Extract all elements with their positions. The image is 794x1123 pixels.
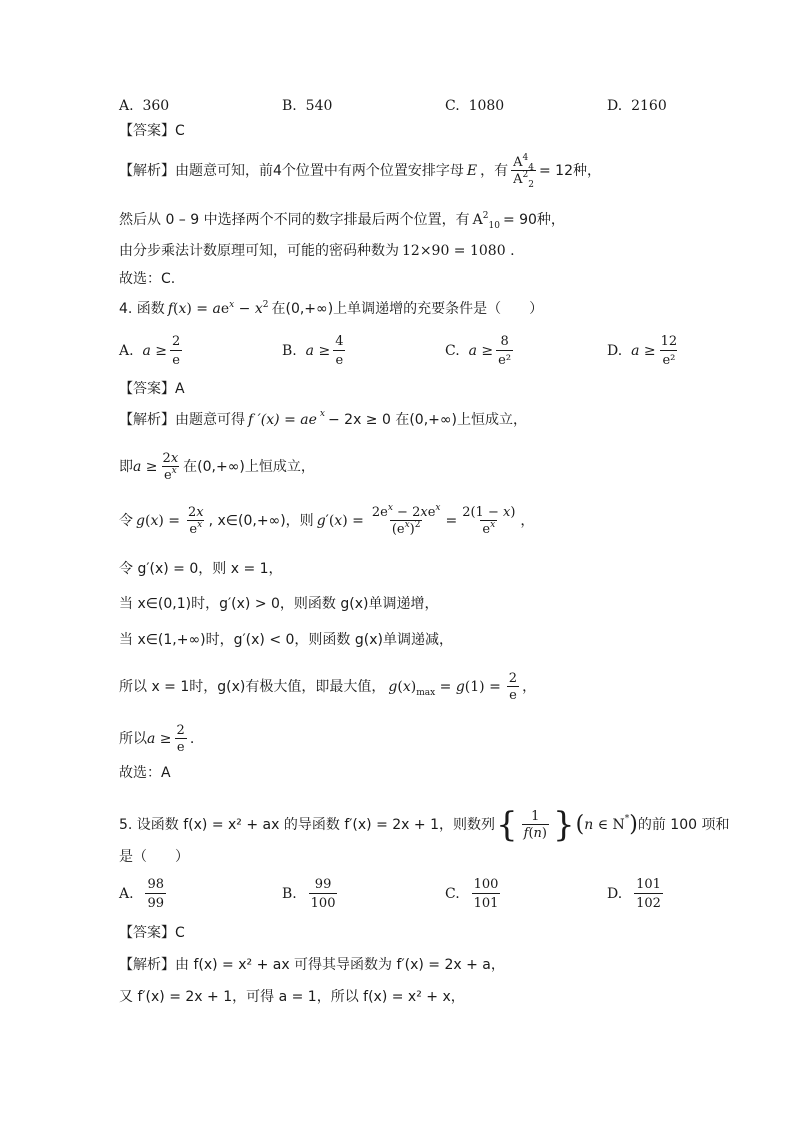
q3-option-b: B. 540 — [282, 98, 333, 114]
q4-option-d: D. a ≥ $\frac{12}{\text{e²}}$ — [607, 334, 678, 368]
q5-option-d: D. $\frac{101}{102}$ — [607, 877, 661, 911]
q5-answer: 【答案】C — [119, 925, 185, 941]
q4-explanation-line8: 所以 a ≥ $\frac{2}{e}$ . — [119, 723, 195, 755]
q4-option-a: A. a ≥ $\frac{2}{e}$ — [119, 334, 181, 368]
q5-option-b: B. $\frac{99}{100}$ — [282, 877, 336, 911]
q3-conclusion: 故选：C. — [119, 271, 176, 287]
q5-stem-line2: 是（ ） — [119, 849, 189, 865]
q4-answer: 【答案】A — [119, 381, 185, 397]
q4-stem: 4. 函数 $f(x) = ae^x - x^2$ 在(0,+∞)上单调递增的充要条件是（ ） — [119, 300, 544, 317]
q5-option-c: C. $\frac{100}{101}$ — [445, 877, 499, 911]
q3-explanation-line2: 然后从 0 – 9 中选择两个不同的数字排最后两个位置，有 $A^2_{10}$ = 90种， — [119, 211, 565, 231]
q4-explanation-line4: 令 g′(x) = 0，则 x = 1， — [119, 561, 283, 577]
q4-conclusion: 故选：A — [119, 765, 171, 781]
q3-option-c: C. 1080 — [445, 98, 505, 114]
q5-explanation-line2: 又 f′(x) = 2x + 1，可得 a = 1，所以 f(x) = x² + x， — [119, 989, 465, 1005]
q5-option-a: A. $\frac{98}{99}$ — [119, 877, 165, 911]
q5-stem-line1: 5. 设函数 f(x) = x² + ax 的导函数 f′(x) = 2x + 1，则数列 { $\frac{1}{f(n)}$ } ( n ∈ N * ) 的前 100 项和 — [119, 805, 730, 845]
perm-fraction: $\frac{A^4_4}{A^2_2}$ — [513, 153, 534, 190]
q4-explanation-line5: 当 x∈(0,1)时，g′(x) > 0，则函数 g(x)单调递增， — [119, 596, 439, 612]
q4-option-b: B. a ≥ $\frac{4}{e}$ — [282, 334, 344, 368]
q3-option-d: D. 2160 — [607, 98, 667, 114]
q4-explanation-line1: 【解析】 由题意可得 f ′(x) = ae x − 2x ≥ 0 在(0,+∞)上恒成立， — [119, 408, 528, 428]
q4-option-c: C. a ≥ $\frac{8}{\text{e²}}$ — [445, 334, 512, 368]
q4-explanation-line7: 所以 x = 1时，g(x)有极大值，即最大值， $g(x)_{max} = g(1)$ = $\frac{2}{e}$ ， — [119, 671, 537, 703]
q4-explanation-line3: 令 g(x) = $\frac{2x}{e^x}$ , x∈(0,+∞)，则 g′(x) = $\frac{2e^x - 2xe^x}{(e^x)^2}$ = $\frac{2(1 - x)}{e^x}$ ， — [119, 503, 535, 537]
q3-answer: 【答案】C — [119, 123, 185, 139]
q4-explanation-line6: 当 x∈(1,+∞)时，g′(x) < 0，则函数 g(x)单调递减， — [119, 632, 453, 648]
q3-option-a: A. 360 — [119, 98, 170, 114]
q5-explanation-line1: 【解析】 由 f(x) = x² + ax 可得其导函数为 f′(x) = 2x + a， — [119, 957, 505, 973]
q3-explanation-line1: 【解析】 由题意可知，前4个位置中有两个位置安排字母 E ，有 $\frac{A^4_4}{A^2_2}$ = 12种， — [119, 153, 601, 190]
q3-explanation-line3: 由分步乘法计数原理可知，可能的密码种数为 12×90 = 1080 . — [119, 243, 515, 259]
q4-explanation-line2: 即 a ≥ $\frac{2x}{e^x}$ 在(0,+∞)上恒成立， — [119, 451, 315, 483]
